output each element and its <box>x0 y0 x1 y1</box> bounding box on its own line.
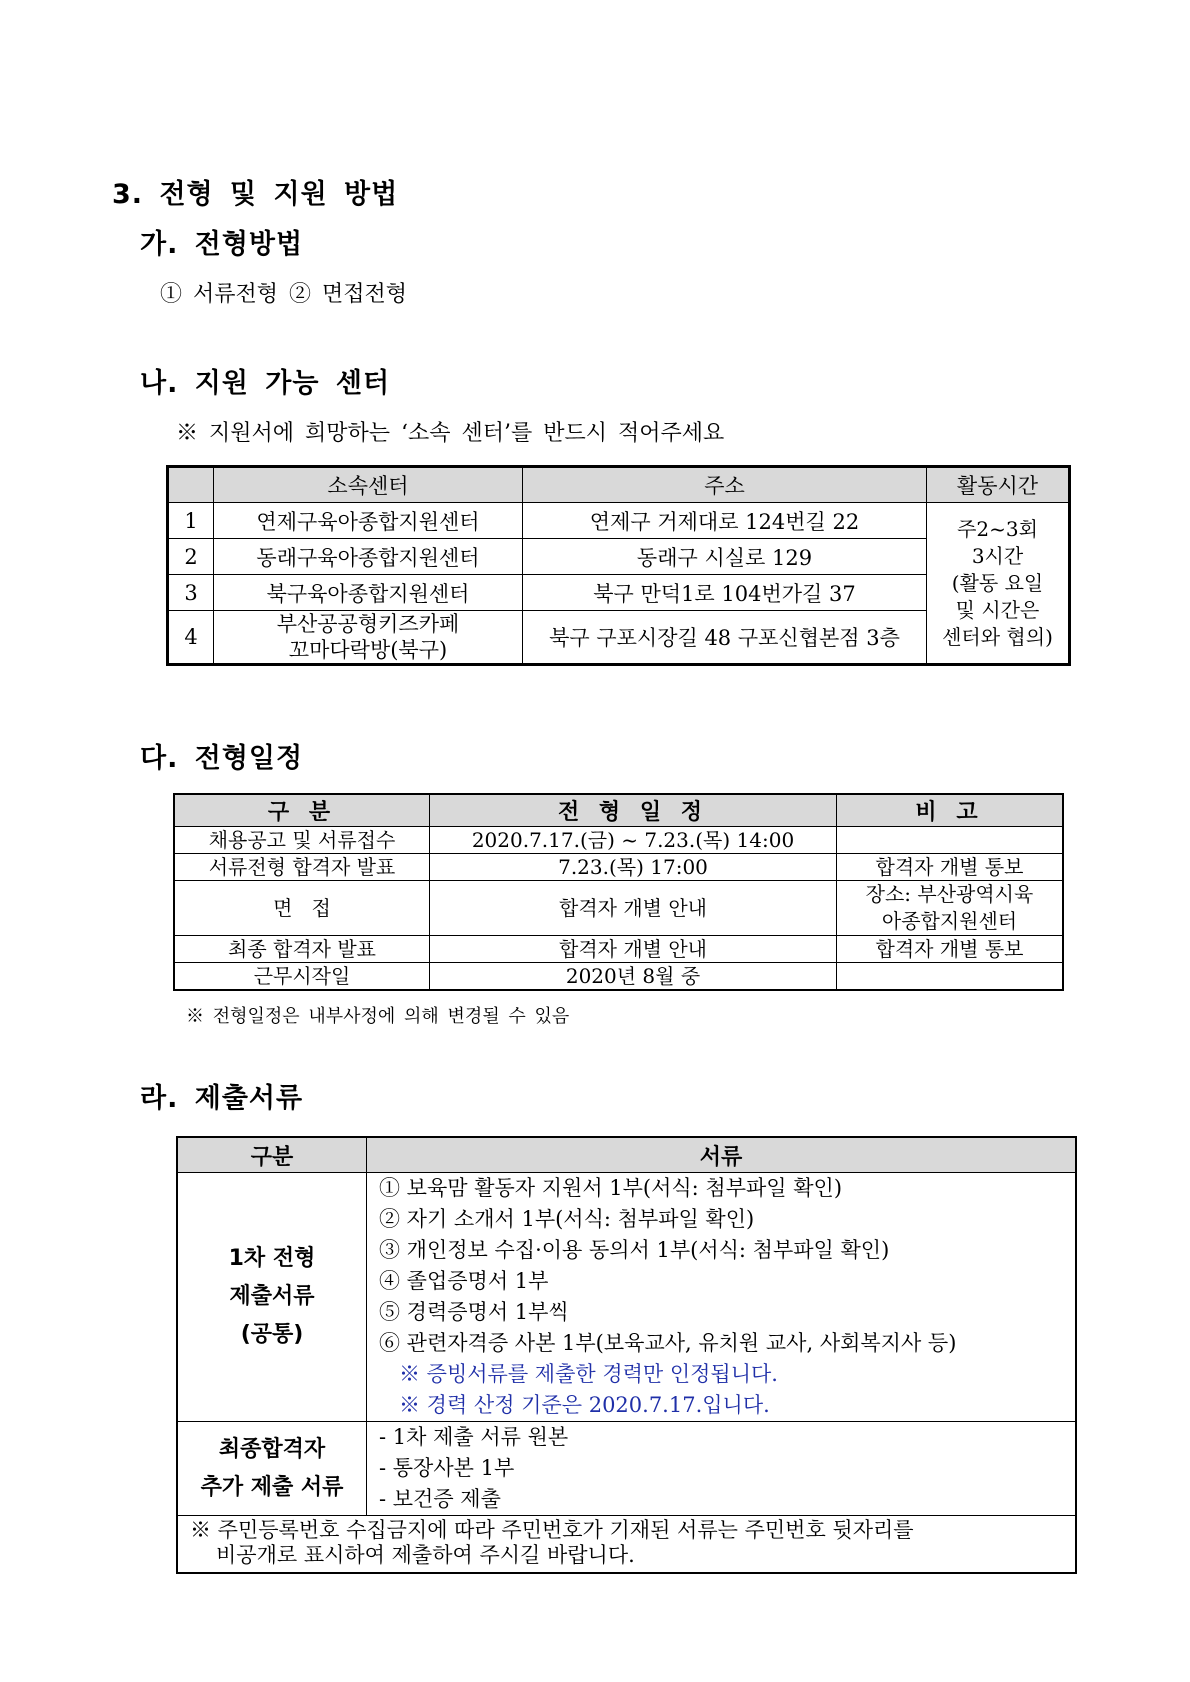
selection-method-text: ① 서류전형 ② 면접전형 <box>160 282 407 307</box>
row-no: 3 <box>168 575 214 611</box>
final-round-documents <box>367 1422 1077 1516</box>
table-row <box>177 1516 1076 1574</box>
row-address: 북구 구포시장길 48 구포신협본점 3층 <box>523 611 927 665</box>
row-address: 동래구 시실로 129 <box>523 539 927 575</box>
hours-line: 센터와 협의) <box>942 624 1053 649</box>
label-line: 제출서류 <box>229 1284 315 1309</box>
documents-footnote <box>177 1516 1076 1574</box>
row-address: 북구 만덕1로 104번가길 37 <box>523 575 927 611</box>
document-item: ④ 졸업증명서 1부 <box>379 1269 549 1293</box>
label-line: (공통) <box>240 1322 304 1347</box>
first-round-documents <box>367 1173 1077 1422</box>
header-category: 구 분 <box>174 794 430 827</box>
row-category: 채용공고 및 서류접수 <box>174 827 430 854</box>
documents-table <box>176 1136 1077 1574</box>
first-round-label <box>177 1173 367 1422</box>
hours-line: 및 시간은 <box>955 597 1040 622</box>
note-line: 장소: 부산광역시육 <box>865 882 1034 906</box>
section-title: 3. 전형 및 지원 방법 <box>112 179 399 210</box>
row-category: 최종 합격자 발표 <box>174 936 430 963</box>
center-table <box>166 465 1071 666</box>
header-hours: 활동시간 <box>927 467 1070 503</box>
center-line: 꼬마다락방(북구) <box>288 638 448 662</box>
heading-ra: 라. 제출서류 <box>140 1083 304 1114</box>
table-row <box>168 503 1070 539</box>
row-note <box>837 827 1064 854</box>
table-row <box>177 1422 1076 1516</box>
document-item: ② 자기 소개서 1부(서식: 첨부파일 확인) <box>379 1207 755 1231</box>
header-center: 소속센터 <box>214 467 523 503</box>
table-header-row <box>174 794 1063 827</box>
document-item: ③ 개인정보 수집·이용 동의서 1부(서식: 첨부파일 확인) <box>379 1238 890 1262</box>
row-schedule: 7.23.(목) 17:00 <box>430 854 837 881</box>
row-category: 서류전형 합격자 발표 <box>174 854 430 881</box>
schedule-table <box>173 793 1064 991</box>
row-no: 2 <box>168 539 214 575</box>
row-schedule: 합격자 개별 안내 <box>430 881 837 936</box>
document-item: ⑤ 경력증명서 1부씩 <box>379 1300 569 1324</box>
heading-na: 나. 지원 가능 센터 <box>140 368 391 399</box>
table-row <box>174 854 1063 881</box>
heading-da: 다. 전형일정 <box>140 743 304 774</box>
document-item: ① 보육맘 활동자 지원서 1부(서식: 첨부파일 확인) <box>379 1176 843 1200</box>
footnote-line: ※ 주민등록번호 수집금지에 따라 주민번호가 기재된 서류는 주민번호 뒷자리를 <box>190 1518 914 1542</box>
row-address: 연제구 거제대로 124번길 22 <box>523 503 927 539</box>
label-line: 1차 전형 <box>228 1246 316 1271</box>
row-note: 합격자 개별 통보 <box>837 854 1064 881</box>
row-note <box>837 881 1064 936</box>
center-line: 부산공공형키즈카페 <box>276 612 460 636</box>
table-header-row <box>168 467 1070 503</box>
row-center: 연제구육아종합지원센터 <box>214 503 523 539</box>
hours-line: (활동 요일 <box>951 570 1044 595</box>
document-item: - 보건증 제출 <box>379 1487 501 1511</box>
center-note: ※ 지원서에 희망하는 ‘소속 센터’를 반드시 적어주세요 <box>176 421 725 446</box>
career-note: ※ 경력 산정 기준은 2020.7.17.입니다. <box>399 1393 770 1417</box>
hours-line: 3시간 <box>971 543 1024 568</box>
table-row <box>174 936 1063 963</box>
row-center <box>214 611 523 665</box>
row-center: 동래구육아종합지원센터 <box>214 539 523 575</box>
row-note: 합격자 개별 통보 <box>837 936 1064 963</box>
header-schedule: 전 형 일 정 <box>430 794 837 827</box>
final-round-label <box>177 1422 367 1516</box>
footnote-line: 비공개로 표시하여 제출하여 주시길 바랍니다. <box>216 1543 635 1567</box>
label-line: 최종합격자 <box>218 1436 326 1462</box>
table-row <box>174 881 1063 936</box>
row-category: 근무시작일 <box>174 963 430 991</box>
table-row <box>174 963 1063 991</box>
schedule-footnote: ※ 전형일정은 내부사정에 의해 변경될 수 있음 <box>186 1006 570 1027</box>
row-schedule: 합격자 개별 안내 <box>430 936 837 963</box>
header-address: 주소 <box>523 467 927 503</box>
header-documents: 서류 <box>367 1137 1077 1173</box>
header-note: 비 고 <box>837 794 1064 827</box>
document-item: - 1차 제출 서류 원본 <box>379 1425 569 1449</box>
career-note: ※ 증빙서류를 제출한 경력만 인정됩니다. <box>399 1362 778 1386</box>
table-header-row <box>177 1137 1076 1173</box>
label-line: 추가 제출 서류 <box>200 1474 344 1500</box>
document-item: - 통장사본 1부 <box>379 1456 515 1480</box>
row-note <box>837 963 1064 991</box>
row-no: 1 <box>168 503 214 539</box>
row-category: 면 접 <box>174 881 430 936</box>
table-row <box>174 827 1063 854</box>
note-line: 아종합지원센터 <box>881 909 1018 933</box>
row-no: 4 <box>168 611 214 665</box>
document-item: ⑥ 관련자격증 사본 1부(보육교사, 유치원 교사, 사회복지사 등) <box>379 1331 957 1355</box>
heading-ga: 가. 전형방법 <box>140 229 304 260</box>
hours-line: 주2~3회 <box>957 516 1038 541</box>
row-center: 북구육아종합지원센터 <box>214 575 523 611</box>
header-no <box>168 467 214 503</box>
header-category: 구분 <box>177 1137 367 1173</box>
activity-hours <box>927 503 1070 665</box>
table-row <box>177 1173 1076 1422</box>
row-schedule: 2020년 8월 중 <box>430 963 837 991</box>
row-schedule: 2020.7.17.(금) ~ 7.23.(목) 14:00 <box>430 827 837 854</box>
